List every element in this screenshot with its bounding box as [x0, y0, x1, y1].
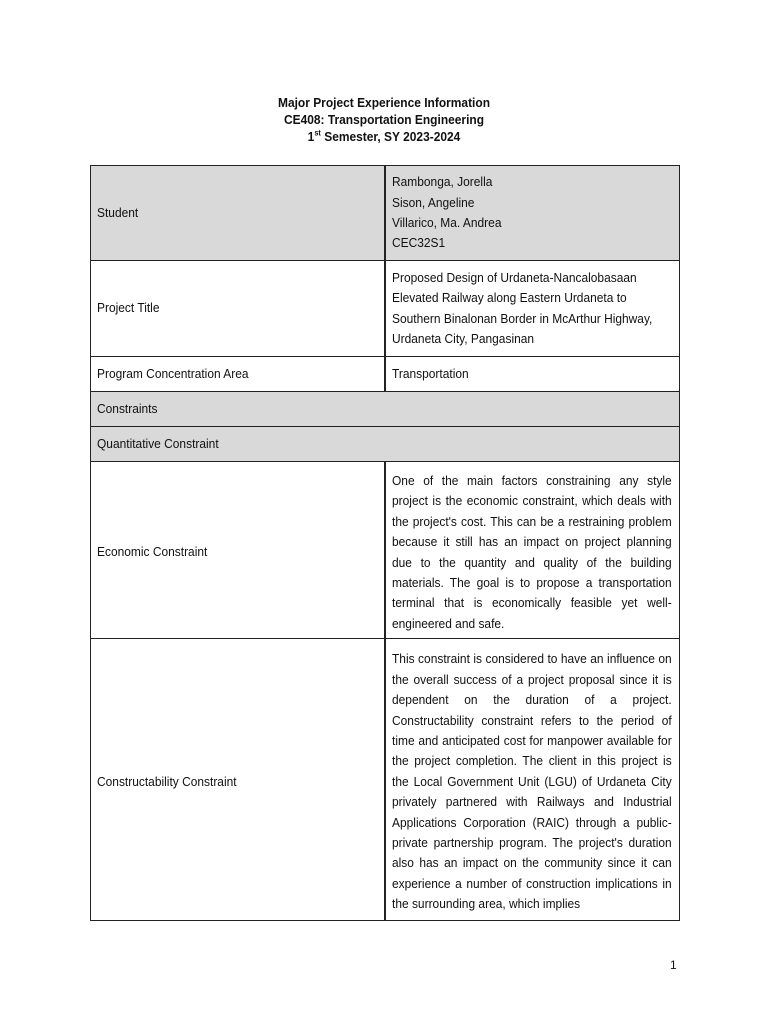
student-section: CEC32S1 [391, 235, 445, 251]
constructability-constraint-text: This constraint is considered to have an influence on the overall success of a project proposal since it is dependent on the duration of a project. Constructability constraint refers to the period of time and anticipated cost for manpower available for the project completion. The client in this project is the Local Government Unit (LGU) of Urdaneta City privately partnered with Railways and Industrial Applications Corporation (RAIC) through a public-private partnership program. The project's duration also has an impact on the community since it can experience a number of construction implications in the surrounding area, which implies [391, 651, 672, 912]
economic-label-cell [91, 462, 385, 639]
project-title-row [91, 261, 680, 357]
quantitative-heading-row [91, 427, 680, 462]
constructability-label-cell [91, 639, 385, 921]
project-title-value: Proposed Design of Urdaneta-Nancalobasaan Elevated Railway along Eastern Urdaneta to Southern Binalonan Border in McArthur Highway, Urdaneta City, Pangasinan [391, 269, 652, 346]
student-name: Villarico, Ma. Andrea [391, 215, 501, 230]
program-label: Program Concentration Area [97, 365, 249, 381]
constructability-text-cell [385, 639, 680, 921]
student-name: Rambonga, Jorella [391, 174, 492, 190]
student-row [91, 166, 680, 261]
header-title: Major Project Experience Information [277, 95, 491, 110]
constraints-heading-row [91, 392, 680, 427]
program-value-cell [385, 357, 680, 392]
constructability-constraint-label: Constructability Constraint [97, 773, 237, 789]
quantitative-heading: Quantitative Constraint [97, 435, 219, 451]
economic-constraint-label: Economic Constraint [97, 544, 208, 560]
student-name: Sison, Angeline [391, 194, 474, 210]
project-info-table [90, 165, 680, 921]
economic-constraint-row [91, 462, 680, 639]
constraints-heading: Constraints [97, 400, 158, 416]
student-value-cell [385, 166, 680, 261]
page-number: 1 [670, 958, 677, 972]
student-names [392, 172, 672, 254]
program-label-cell [91, 357, 385, 392]
constructability-constraint-row [91, 639, 680, 921]
header-semester: 1st Semester, SY 2023-2024 [307, 128, 461, 144]
project-title-label: Project Title [97, 300, 160, 316]
project-title-label-cell [91, 261, 385, 357]
program-value: Transportation [391, 365, 469, 381]
student-label-cell [91, 166, 385, 261]
quantitative-heading-cell [91, 427, 680, 462]
economic-text-cell [385, 462, 680, 639]
project-title-value-cell [385, 261, 680, 357]
constraints-heading-cell [91, 392, 680, 427]
economic-constraint-text: One of the main factors constraining any style project is the economic constraint, which deals with the project's cost. This can be a restraining problem because it still has an impact on project planning due to the quantity and quality of the building materials. The goal is to propose a transportation terminal that is economically feasible yet well-engineered and safe. [391, 472, 672, 631]
program-row [91, 357, 680, 392]
student-label: Student [97, 204, 139, 220]
header-course: CE408: Transportation Engineering [283, 112, 485, 127]
document-header [31, 94, 738, 145]
